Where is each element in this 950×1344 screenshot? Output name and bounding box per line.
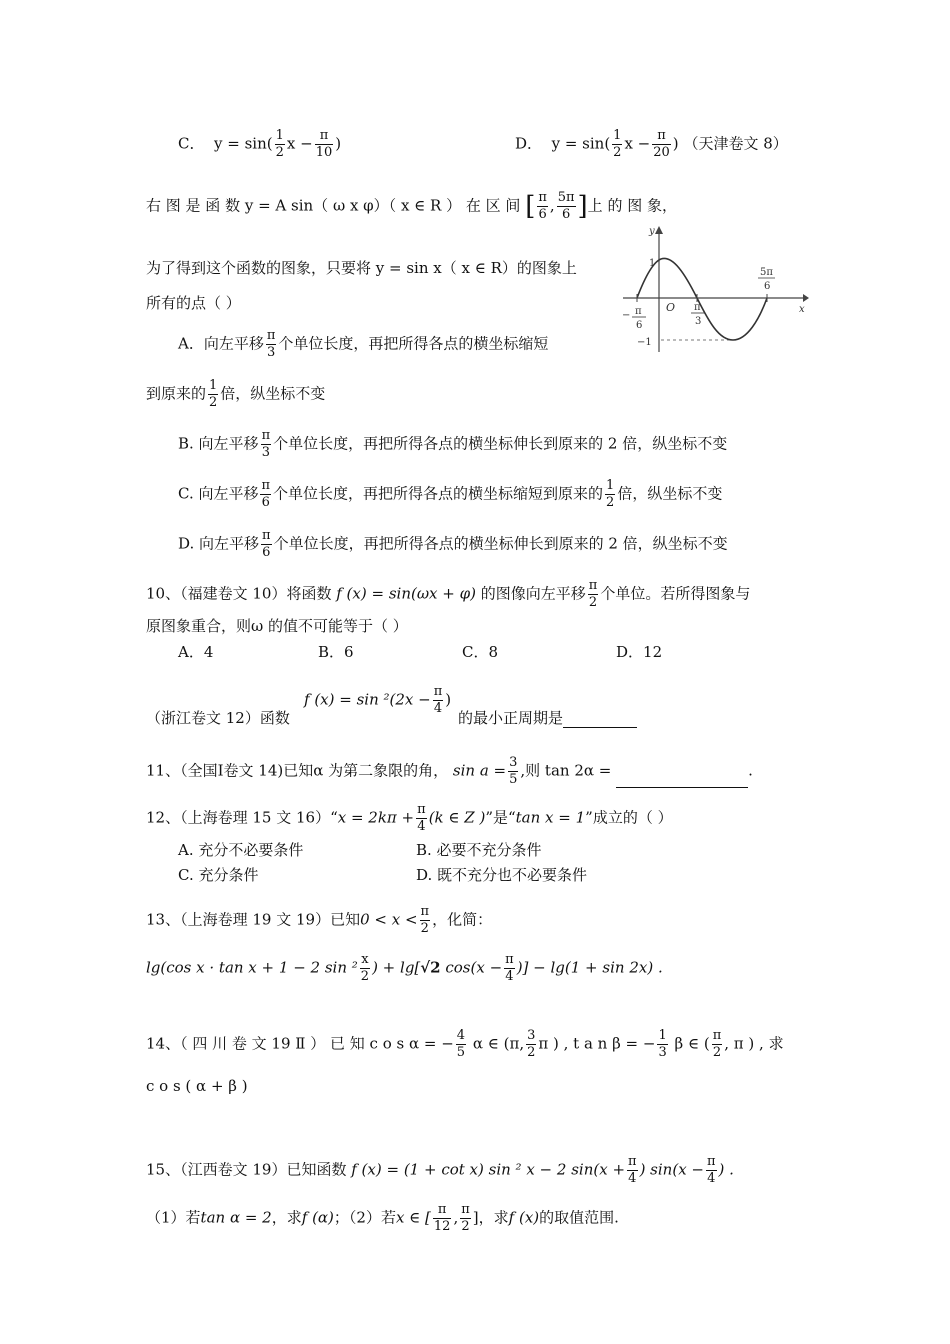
q10-stem-line2: 原图象重合，则ω 的值不可能等于（ ）: [146, 617, 408, 635]
answer-blank[interactable]: [616, 771, 748, 788]
q10-opt-a: A．4: [178, 643, 214, 661]
q13-stem: 13、（上海卷理 19 文 19）已知0 < x < $\frac{\pi}{2}$ ，化简：: [146, 904, 493, 936]
y-label: y: [649, 226, 655, 237]
tick-5p6-den: 6: [764, 281, 771, 292]
q9-option-c2: C. 向左平移 $\frac{\pi}{6}$ 个单位长度，再把所得各点的横坐标缩短到原来的 $\frac{1}{2}$ 倍，纵坐标不变: [178, 478, 723, 510]
y-tick-1: 1: [649, 258, 656, 269]
tick-5p6-num: 5π: [760, 267, 773, 278]
q12-opt-c: C. 充分条件: [178, 866, 259, 884]
tick-neg-sign: −: [622, 310, 631, 321]
q15-stem: 15、（江西卷文 19）已知函数 f (x) = (1 + cot x) sin ² x − 2 sin(x + $\frac{\pi}{4}$ ) sin(x − $\frac{\pi}{4}$ ) .: [146, 1154, 734, 1186]
origin-label: O: [666, 301, 676, 314]
q9-stem-line1: 右 图 是 函 数 y = A sin（ ω x φ）（ x ∈ R ） 在 区 间 [ $\frac{\pi}{6}$ , $\frac{5\pi}{6}$ ]上 的 图 象，: [146, 190, 677, 222]
tick-p3-num: π: [694, 302, 701, 313]
zj-stem-pre: （浙江卷文 12）函数: [146, 709, 290, 727]
q9-option-a: A．向左平移 $\frac{\pi}{3}$ 个单位长度，再把所得各点的横坐标缩短: [178, 328, 549, 360]
q9-stem-line3: 所有的点（ ）: [146, 294, 241, 312]
tick-p3-den: 3: [695, 316, 702, 327]
q12-opt-a: A. 充分不必要条件: [178, 841, 304, 859]
q10-opt-d: D．12: [616, 643, 663, 661]
q10-opt-c: C．8: [462, 643, 499, 661]
zj-stem-post: 的最小正周期是: [458, 708, 637, 728]
q9-option-c: C． y = sin( $\frac{1}{2}$ x − $\frac{\pi}{10}$ ): [178, 128, 342, 160]
q9-option-d2: D. 向左平移 $\frac{\pi}{6}$ 个单位长度，再把所得各点的横坐标伸长到原来的 2 倍，纵坐标不变: [178, 528, 728, 560]
q13-expression: lg(cos x · tan x + 1 − 2 sin ² $\frac{x}{2}$ ) + lg[√2 cos(x − $\frac{\pi}{4}$ )] − lg(1 + sin 2x) .: [146, 952, 663, 984]
tick-neg-num: π: [635, 306, 642, 317]
q12-stem: 12、（上海卷理 15 文 16）“x = 2kπ + $\frac{\pi}{4}$ (k ∈ Z )”是“tan x = 1”成立的（ ）: [146, 802, 673, 834]
x-label: x: [799, 304, 805, 315]
q14-stem-line2: c o s ( α + β ): [146, 1077, 248, 1095]
q15-parts: （1）若tan α = 2，求f (α)；（2）若x ∈ [ $\frac{\pi}{12}$ , $\frac{\pi}{2}$ ]，求f (x)的取值范围.: [146, 1202, 619, 1234]
y-arrow: [655, 226, 663, 234]
q10-opt-b: B．6: [318, 643, 354, 661]
tick-neg-den: 6: [636, 320, 643, 331]
zj-expression: f (x) = sin ²(2x − $\frac{\pi}{4}$ ): [304, 684, 452, 716]
x-arrow: [803, 294, 809, 302]
q12-opt-d: D. 既不充分也不必要条件: [416, 866, 588, 884]
q10-stem: 10、（福建卷文 10）将函数 f (x) = sin(ωx + φ) 的图像向左平移 $\frac{\pi}{2}$ 个单位。若所得图象与: [146, 578, 751, 610]
y-tick-neg1: −1: [637, 337, 652, 348]
sine-curve: [637, 258, 767, 340]
q9-stem-line2: 为了得到这个函数的图象，只要将 y = sin x（ x ∈ R）的图象上: [146, 259, 577, 277]
q12-opt-b: B. 必要不充分条件: [416, 841, 542, 859]
q9-option-d: D． y = sin( $\frac{1}{2}$ x − $\frac{\pi}{20}$ ) （天津卷文 8）: [515, 128, 788, 160]
q9-option-a-cont: 到原来的 $\frac{1}{2}$ 倍，纵坐标不变: [146, 378, 326, 410]
answer-blank[interactable]: [563, 711, 637, 728]
q9-option-b: B. 向左平移 $\frac{\pi}{3}$ 个单位长度，再把所得各点的横坐标伸长到原来的 2 倍，纵坐标不变: [178, 428, 728, 460]
q14-stem: 14、（ 四 川 卷 文 19 Ⅱ ） 已 知 c o s α = − $\frac{4}{5}$ α ∈ (π, $\frac{3}{2}$ π ) , t a n β = − $\frac{1}{3}$ β ∈ ( $\frac{\pi}{2}$ , π ) , 求: [146, 1028, 784, 1060]
q11-stem: 11、（全国Ⅰ卷文 14)已知α 为第二象限的角， sin a = $\frac{3}{5}$ ,则 tan 2α = .: [146, 755, 753, 787]
sine-graph-figure: [615, 222, 810, 362]
